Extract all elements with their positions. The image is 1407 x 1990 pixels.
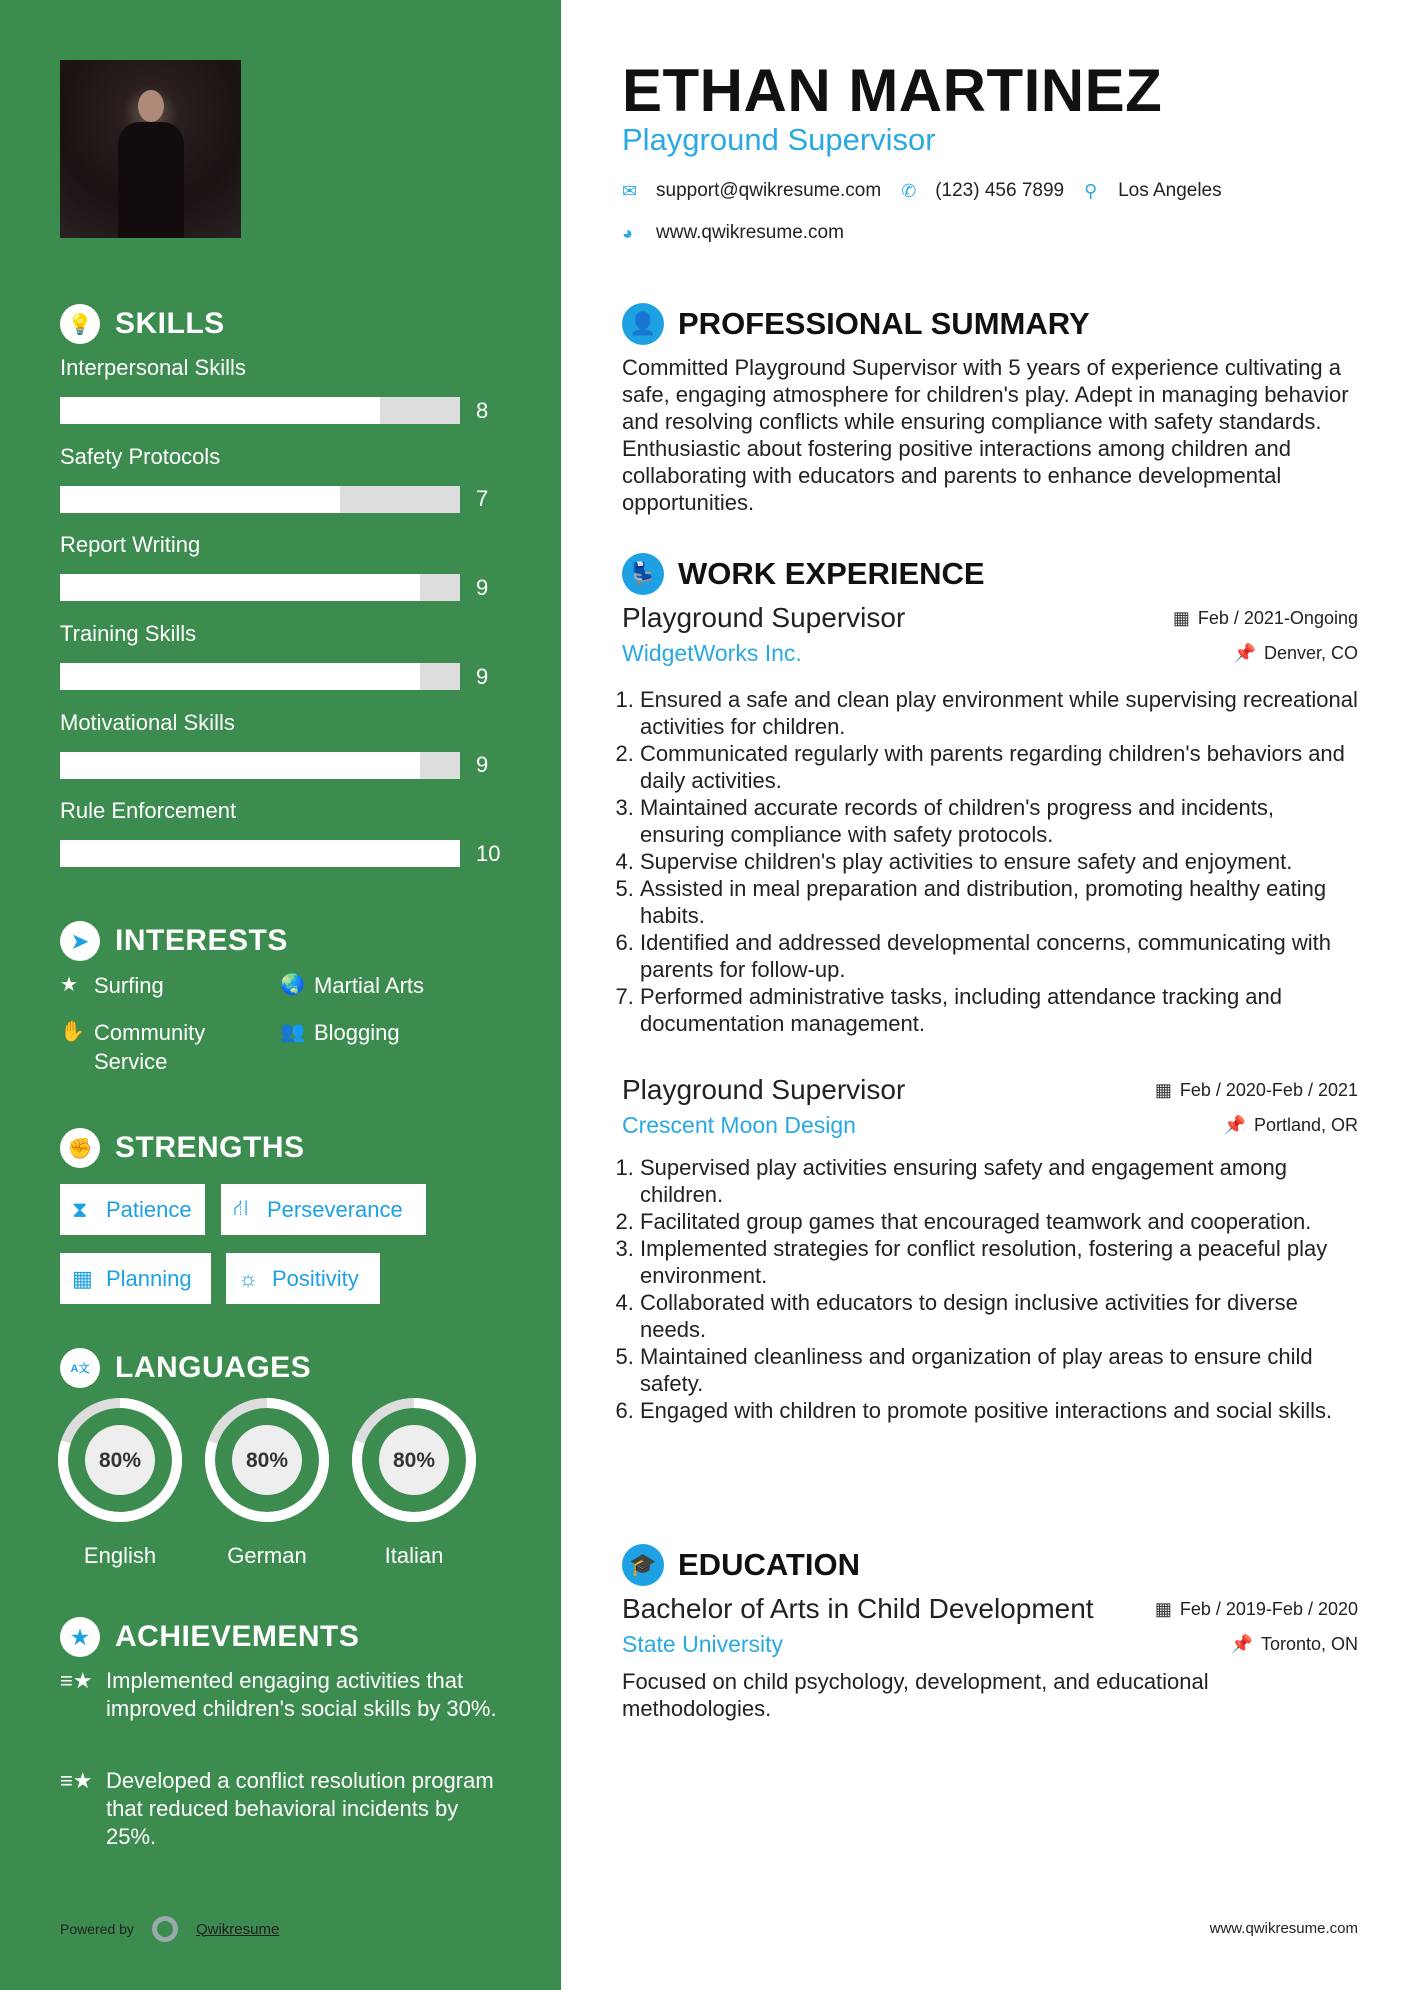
interest-item: 🌏 Martial Arts [280,973,425,998]
strength-tag: ⛙ Perseverance [221,1184,426,1235]
powered-by: Powered by Qwikresume [60,1916,279,1942]
interest-item: ★ Surfing [60,973,164,998]
achievements-heading: ★ ACHIEVEMENTS [60,1617,359,1657]
candidate-name: ETHAN MARTINEZ [622,57,1163,124]
star-badge-icon: ★ [60,1617,100,1657]
job-entry: Playground Supervisor ▦ Feb / 2020-Feb / 2021 Crescent Moon Design 📌 Portland, OR [622,1074,1358,1138]
svg-text:80%: 80% [245,1449,289,1472]
sidebar [0,0,561,1990]
summary-heading: 👤 PROFESSIONAL SUMMARY [622,303,1090,345]
skill-bar [60,486,460,513]
education-heading: 🎓 EDUCATION [622,1544,860,1586]
skill-item: Training Skills 9 [60,621,489,689]
hourglass-icon: ⧗ [72,1196,88,1222]
achievement-item: ≡★ Implemented engaging activities that improved children's social skills by 30%. [60,1668,497,1721]
profile-photo [60,60,241,238]
skill-bar [60,663,460,690]
calendar-icon: ▦ [1154,1079,1172,1100]
email[interactable]: support@qwikresume.com [656,180,882,201]
star-icon: ★ [60,974,78,996]
shooting-star-icon: ≡★ [60,1768,93,1793]
svg-text:80%: 80% [392,1449,436,1472]
hand-icon: ✋ [60,1021,85,1043]
website[interactable]: www.qwikresume.com [656,222,844,243]
job-entry: Playground Supervisor ▦ Feb / 2021-Ongoing WidgetWorks Inc. 📌 Denver, CO [622,602,1358,666]
work-heading: 💺 WORK EXPERIENCE [622,553,985,595]
skill-item: Rule Enforcement 10 [60,798,501,866]
strength-tag: ▦ Planning [60,1253,211,1304]
chair-icon: 💺 [622,553,664,595]
sun-icon: ☼ [238,1265,259,1291]
skill-item: Motivational Skills 9 [60,709,489,778]
skill-item: Interpersonal Skills 8 [60,355,489,423]
contact-row [622,180,1242,202]
skill-item: Report Writing 9 [60,532,489,600]
job-bullets: 1. Supervised play activities ensuring safety and engagement among children. 2. Facilitated group games that encouraged teamwork and cooperation. 3. Implemented strategies for conflict resolution, fostering a peaceful play environment. 4. Collaborated with educators to design inclusive activities for diverse needs. 5. Maintained cleanliness and organization of play areas to ensure child safety. 6. Engaged with children to promote positive interactions and social skills. [615,1154,1360,1424]
users-icon: 👥 [280,1021,305,1043]
skills-heading: 💡 SKILLS [60,304,225,344]
globe-icon: 🌏 [280,974,305,996]
strengths-heading: ✊ STRENGTHS [60,1128,305,1168]
map-pin-icon: ⚲ [1084,180,1098,201]
interests-heading: ➤ INTERESTS [60,921,288,961]
achievement-item: ≡★ Developed a conflict resolution program that reduced behavioral incidents by 25%. [60,1768,494,1849]
pin-icon: 📌 [1233,643,1256,663]
language-item: 80% German [202,1397,332,1569]
graduate-icon: 🎓 [622,1544,664,1586]
translate-icon: A文 [60,1348,100,1388]
pin-icon: 📌 [1230,1634,1253,1654]
candidate-title: Playground Supervisor [622,122,936,157]
summary-text: Committed Playground Supervisor with 5 years of experience cultivating a safe, engaging atmosphere for children's play. Adept in managing behavior and resolving conflicts while ensuring compliance with safety standards. Enthusiastic about fostering positive interactions among children and collaborating with educators and parents to enhance developmental opportunities. [622,355,1349,515]
qwikresume-link[interactable]: Qwikresume [195,1920,280,1938]
user-icon: 👤 [622,303,664,345]
svg-text:80%: 80% [98,1449,142,1472]
footer-website[interactable]: www.qwikresume.com [1209,1920,1358,1937]
envelope-icon: ✉ [622,180,638,201]
lightbulb-icon: 💡 [60,304,100,344]
language-ring [351,1397,477,1523]
language-ring [57,1397,183,1523]
phone: (123) 456 7899 [935,180,1065,201]
skill-bar [60,574,460,601]
calendar-icon: ▦ [1172,607,1190,628]
language-ring [204,1397,330,1523]
qwikresume-logo-icon [152,1916,178,1942]
skill-bar [60,840,460,867]
strength-tag: ☼ Positivity [226,1253,380,1304]
education-entry: Bachelor of Arts in Child Development ▦ Feb / 2019-Feb / 2020 State University 📌 Toronto, ON Focused on child psychology, development, and educational methodologies. [622,1593,1358,1721]
strength-tag: ⧗ Patience [60,1184,205,1235]
skills-list [60,348,520,880]
paper-plane-icon: ➤ [60,921,100,961]
skill-item: Safety Protocols 7 [60,443,489,512]
job-bullets: 1. Ensured a safe and clean play environment while supervising recreational activities for children. 2. Communicated regularly with parents regarding children's behaviors and daily activities. 3. Maintained accurate records of children's progress and incidents, ensuring compliance with safety protocols. 4. Supervise children's play activities to ensure safety and enjoyment. 5. Assisted in meal preparation and distribution, promoting healthy eating habits. 6. Identified and addressed developmental concerns, communicating with parents for follow-up. 7. Performed administrative tasks, including attendance tracking and documentation management. [615,686,1360,1037]
calendar-icon: ▦ [72,1265,93,1291]
road-icon: ⛙ [233,1195,249,1220]
phone-icon: ✆ [901,180,917,201]
website-row [622,222,864,244]
language-item: 80% English [55,1397,185,1569]
interest-item: 👥 Blogging [280,1020,400,1045]
fist-icon: ✊ [60,1128,100,1168]
interest-item: ✋ Community Service [60,1020,206,1074]
skill-bar [60,752,460,779]
language-item: 80% Italian [349,1397,479,1569]
globe-icon: ◕ [622,222,633,243]
location: Los Angeles [1118,180,1222,201]
languages-heading: A文 LANGUAGES [60,1348,311,1388]
shooting-star-icon: ≡★ [60,1668,93,1693]
pin-icon: 📌 [1223,1115,1246,1135]
skill-bar [60,397,460,424]
calendar-icon: ▦ [1154,1598,1172,1619]
